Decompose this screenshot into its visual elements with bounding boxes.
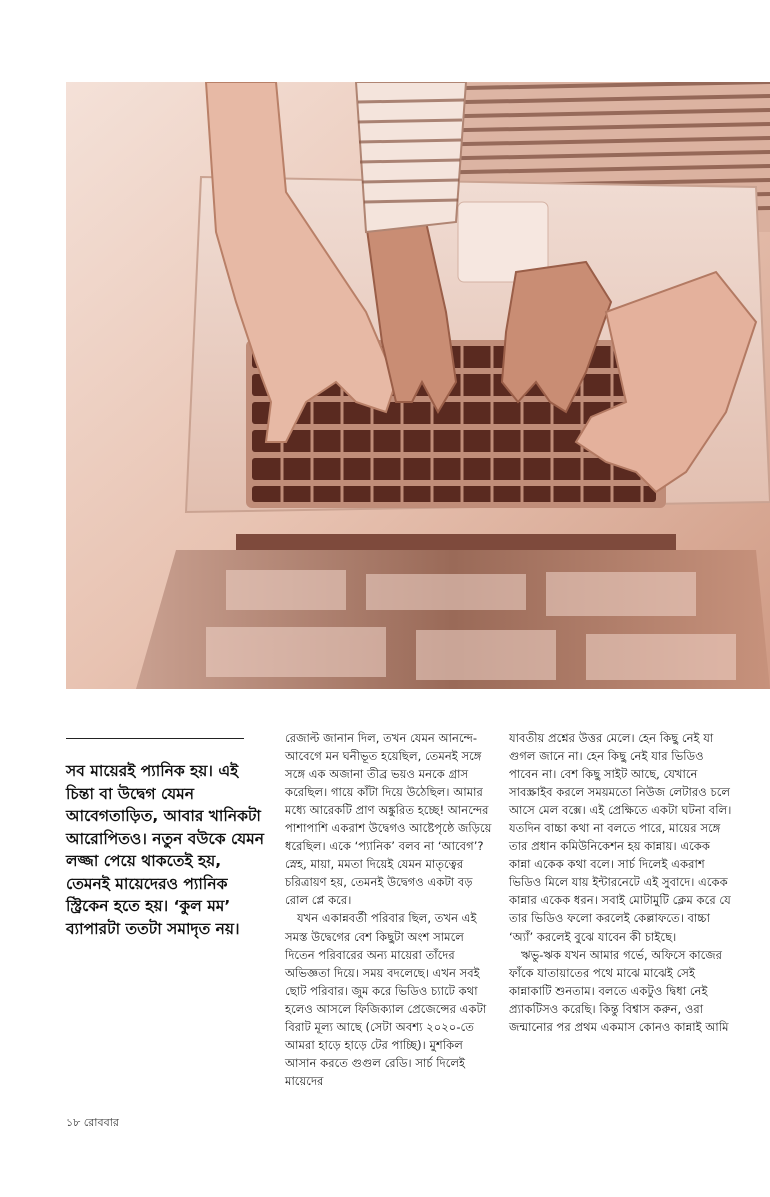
- pull-quote-rule: [66, 738, 244, 739]
- hero-photo: [66, 82, 770, 689]
- paragraph: রেজাল্ট জানান দিল, তখন যেমন আনন্দে-আবেগে মন ঘনীভূত হয়েছিল, তেমনই সঙ্গে সঙ্গে এক অজানা তীব্র ভয়ও মনকে গ্রাস করেছিল। গায়ে কাঁটা দিয়ে উঠেছিল। আমার মধ্যে আরেকটি প্রাণ অঙ্কুরিত হচ্ছে! আনন্দের পাশাপাশি একরাশ উদ্বেগও আষ্টেপৃষ্ঠে জড়িয়ে ধরেছিল। একে ‘প্যানিক’ বলব না ‘আবেগ’? স্নেহ, মায়া, মমতা দিয়েই যেমন মাতৃত্বের চরিত্রায়ণ হয়, তেমনই উদ্বেগও একটা বড় রোল প্লে করে।: [285, 731, 492, 908]
- paragraph: যখন একান্নবর্তী পরিবার ছিল, তখন এই সমস্ত উদ্বেগের বেশ কিছুটা অংশ সামলে দিতেন পরিবারের অন্য মায়েরা তাঁদের অভিজ্ঞতা দিয়ে। সময় বদলেছে। এখন সবই ছোট পরিবার। জুম করে ভিডিও চ্যাটে কথা হলেও আসলে ফিজিক্যাল প্রেজেন্সের একটা বিরাট মূল্য আছে (সেটা অবশ্য ২০২০-তে আমরা হাড়ে হাড়ে টের পাচ্ছি)। মুশকিল আসান করতে গুগুল রেডি। সার্চ দিলেই মায়েদের: [285, 911, 487, 1088]
- body-column-2: [509, 729, 735, 1036]
- page-folio: ১৮ রোববার: [66, 1116, 119, 1129]
- paragraph: ঋভু-ঋক যখন আমার গর্ভে, অফিসে কাজের ফাঁকে যাতায়াতের পথে মাঝে মাঝেই সেই কান্নাকাটি শুনতাম। বলতে একটুও দ্বিধা নেই প্র্যাকটিসও করেছি। কিন্তু বিশ্বাস করুন, ওরা জন্মানোর পর প্রথম একমাস কোনও কান্নাই আমি: [509, 947, 729, 1034]
- pull-quote: সব মায়েরই প্যানিক হয়। এই চিন্তা বা উদ্বেগ যেমন আবেগতাড়িত, আবার খানিকটা আরোপিতও। নতুন বউকে যেমন লজ্জা পেয়ে থাকতেই হয়, তেমনই মায়েদেরও প্যানিক স্ট্রিকেন হতে হয়। ‘কুল মম’ ব্যাপারটা ততটা সমাদৃত নয়।: [66, 762, 265, 938]
- body-column-1: [285, 729, 495, 1090]
- paragraph: যাবতীয় প্রশ্নের উত্তর মেলে। হেন কিছু নেই যা গুগল জানে না। হেন কিছু নেই যার ভিডিও পাবেন না। বেশ কিছু সাইট আছে, যেখানে সাবস্ক্রাইব করলে সময়মতো নিউজ লেটারও চলে আসে মেল বক্সে। এই প্রেক্ষিতে একটা ঘটনা বলি। যতদিন বাচ্চা কথা না বলতে পারে, মায়ের সঙ্গে তার প্রধান কমিউনিকেশন হয় কান্নায়। একেক কান্না একেক কথা বলে। সার্চ দিলেই একরাশ ভিডিও মিলে যায় ইন্টারনেটে এই সুবাদে। একেক কান্নার একেক ধরন। সবাই মোটামুটি ক্লেম করে যে তার ভিডিও ফলো করলেই কেল্লাফতে। বাচ্চা ‘অ্যাঁ’ করলেই বুঝে যাবেন কী চাইছে।: [509, 731, 732, 944]
- laptop-typing-illustration: [66, 82, 770, 689]
